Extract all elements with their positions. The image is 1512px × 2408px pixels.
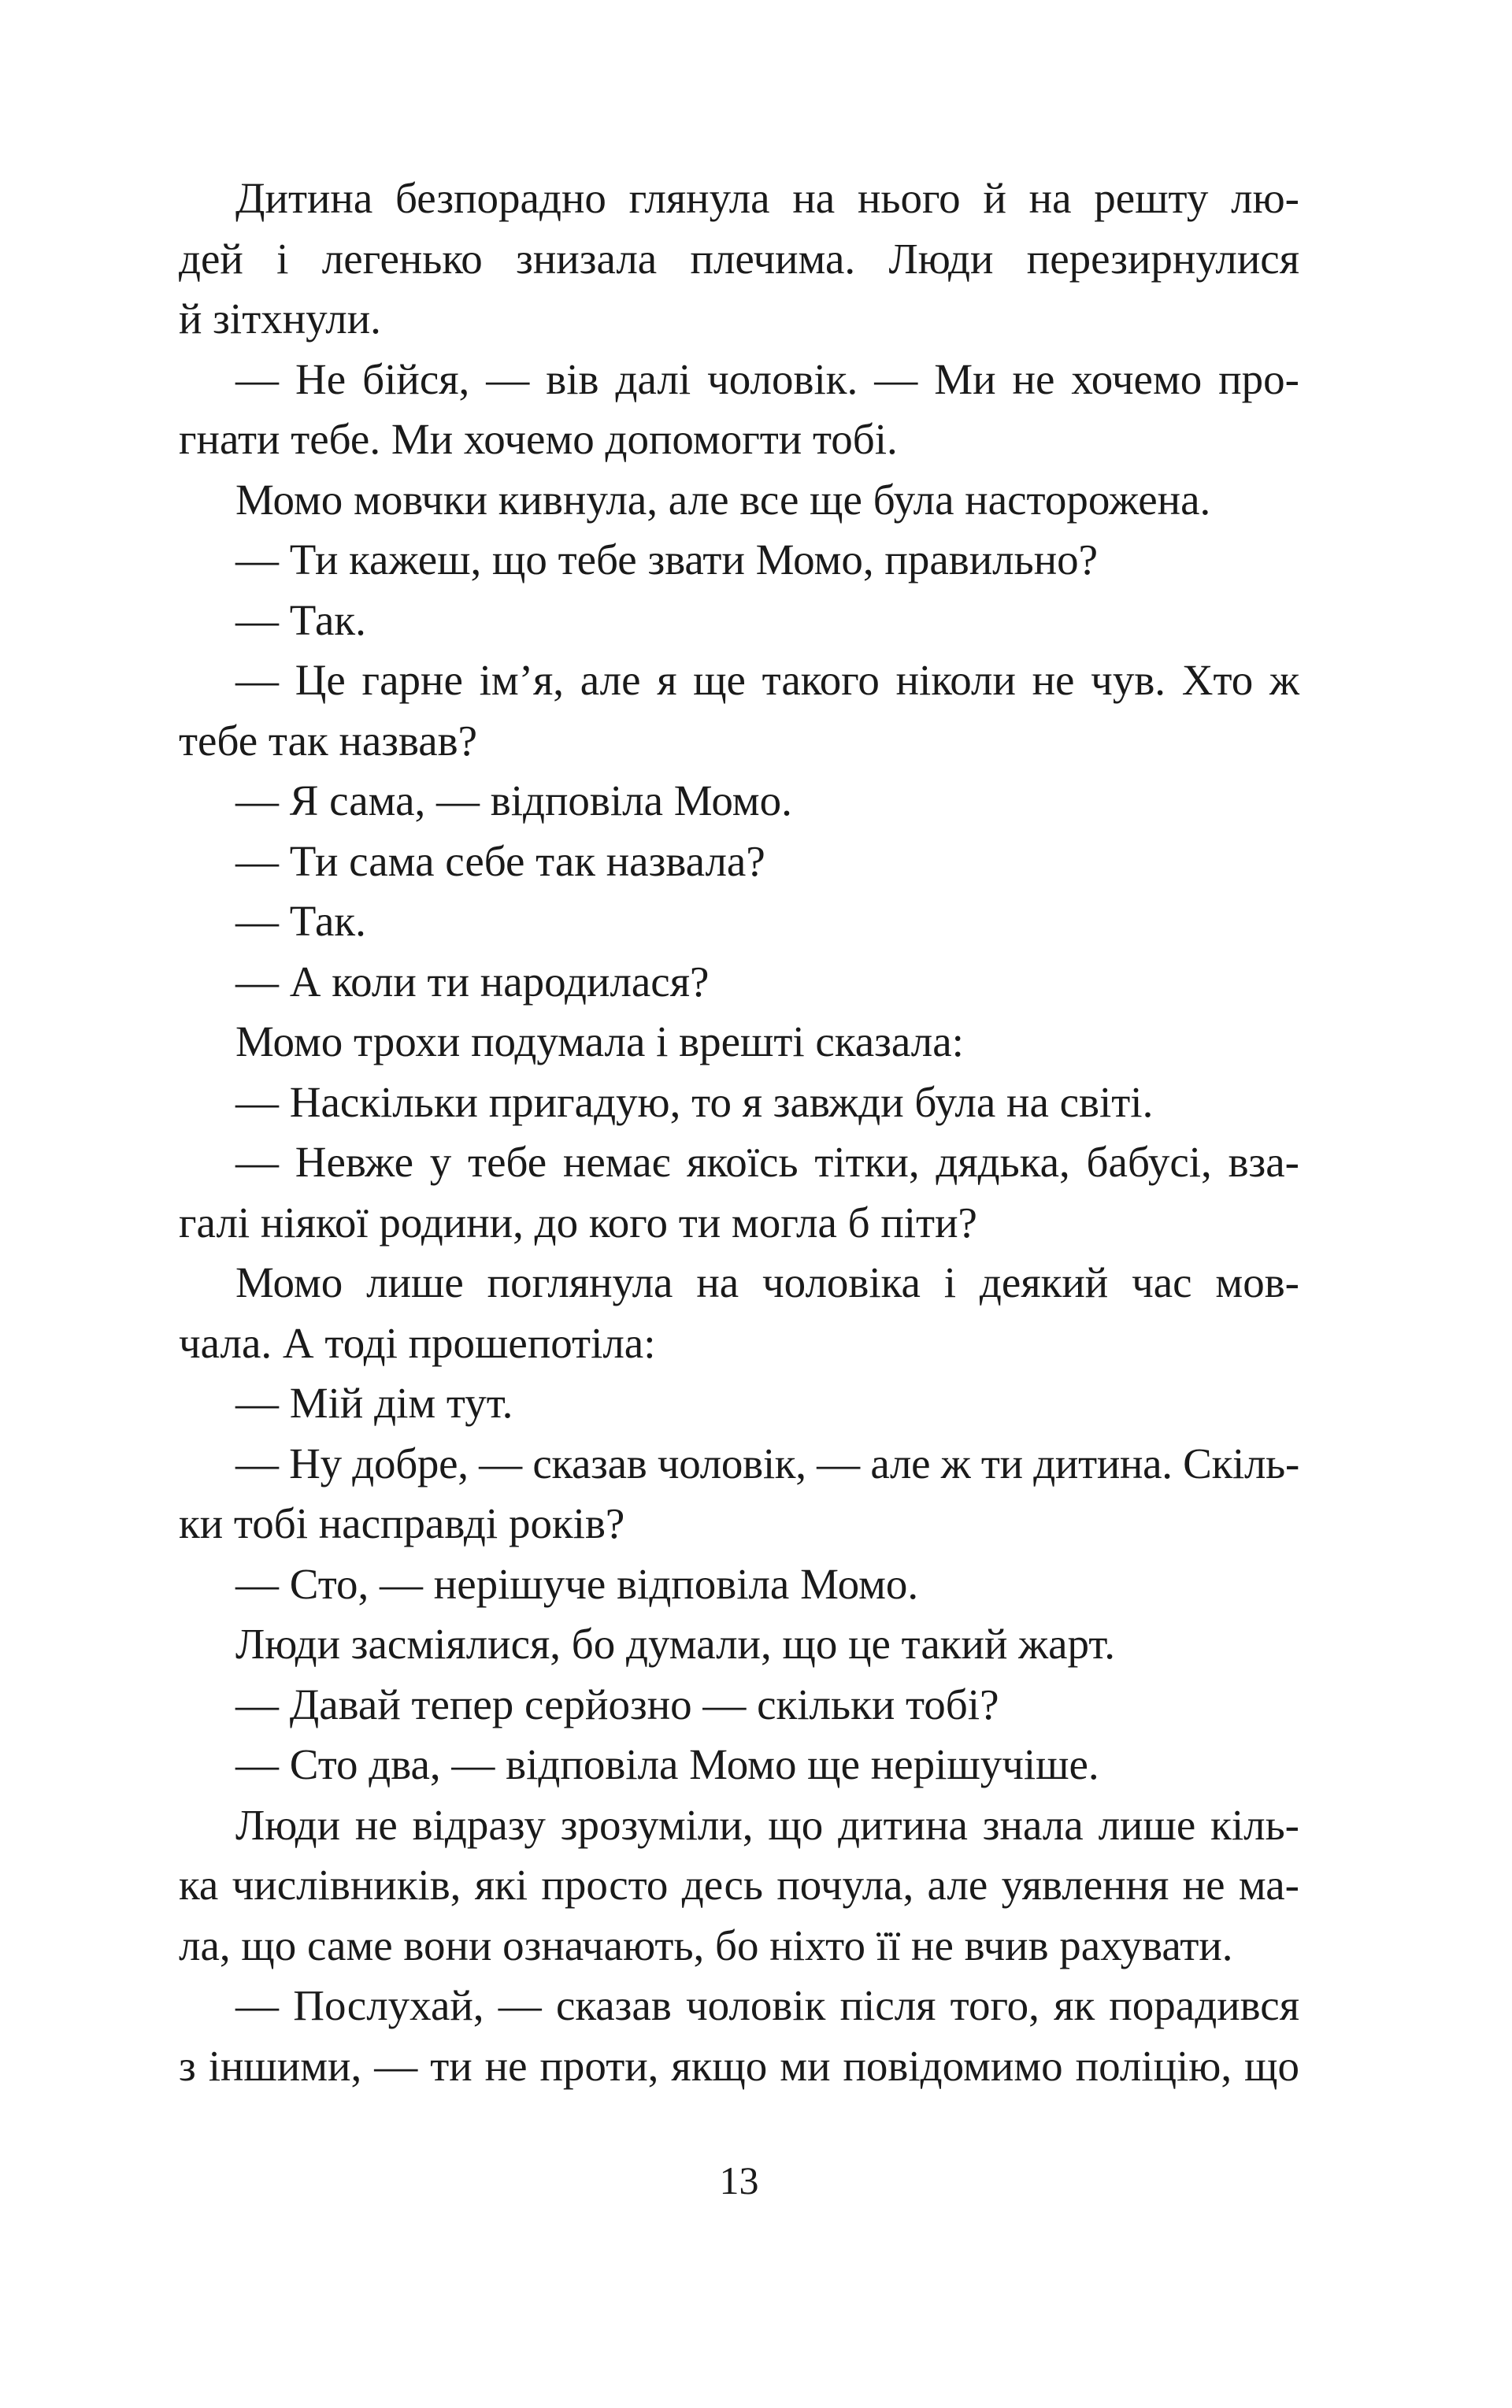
text-line: й зітхнули.	[179, 295, 381, 343]
text-line: ла, що саме вони означають, бо ніхто її не вчив рахувати.	[179, 1921, 1233, 1969]
text-line: тебе так назвав?	[179, 716, 478, 765]
text-line: — А коли ти народилася?	[235, 957, 710, 1006]
text-line: — Це гарне ім’я, але я ще такого ніколи не чув. Хто ж	[235, 656, 1299, 704]
text-line: Момо трохи подумала і врешті сказала:	[235, 1017, 964, 1065]
text-line: — Ну добре, — сказав чоловік, — але ж ти дитина. Скіль-	[235, 1439, 1299, 1487]
body-text	[179, 169, 1299, 2096]
text-line: ка числівників, які просто десь почула, але уявлення не ма-	[179, 1861, 1299, 1909]
text-line: — Так.	[235, 897, 366, 945]
text-line: Момо мовчки кивнула, але все ще була насторожена.	[235, 475, 1211, 524]
text-line: — Мій дім тут.	[235, 1379, 513, 1427]
text-line: гнати тебе. Ми хочемо допомогти тобі.	[179, 415, 898, 463]
text-line: — Невже у тебе немає якоїсь тітки, дядька, бабусі, вза-	[235, 1138, 1299, 1186]
text-line: — Ти кажеш, що тебе звати Момо, правильно?	[235, 535, 1099, 583]
text-line: з іншими, — ти не проти, якщо ми повідомимо поліцію, що	[179, 2041, 1299, 2090]
text-line: чала. А тоді прошепотіла:	[179, 1318, 656, 1367]
text-line: — Не бійся, — вів далі чоловік. — Ми не хочемо про-	[235, 354, 1299, 403]
text-line: галі ніякої родини, до кого ти могла б піти?	[179, 1198, 977, 1247]
text-line: — Сто два, — відповіла Момо ще нерішучіше.	[235, 1740, 1099, 1788]
text-line: — Я сама, — відповіла Момо.	[235, 776, 792, 824]
text-line: — Давай тепер серйозно — скільки тобі?	[235, 1680, 999, 1728]
text-line: дей і легенько знизала плечима. Люди перезирнулися	[179, 234, 1299, 283]
text-line: — Так.	[235, 595, 366, 644]
text-line: Дитина безпорадно глянула на нього й на решту лю-	[235, 174, 1299, 222]
text-line: — Сто, — нерішуче відповіла Момо.	[235, 1559, 919, 1608]
text-line: — Ти сама себе так назвала?	[235, 836, 765, 885]
text-line: Момо лише поглянула на чоловіка і деякий час мов-	[235, 1258, 1299, 1306]
text-line: — Послухай, — сказав чоловік після того, як порадився	[235, 1981, 1299, 2029]
text-line: — Наскільки пригадую, то я завжди була на світі.	[235, 1077, 1154, 1126]
text-line: Люди не відразу зрозуміли, що дитина знала лише кіль-	[235, 1800, 1299, 1849]
page-number: 13	[719, 2158, 759, 2202]
text-line: Люди засміялися, бо думали, що це такий жарт.	[235, 1620, 1115, 1668]
text-line: ки тобі насправді років?	[179, 1499, 625, 1547]
